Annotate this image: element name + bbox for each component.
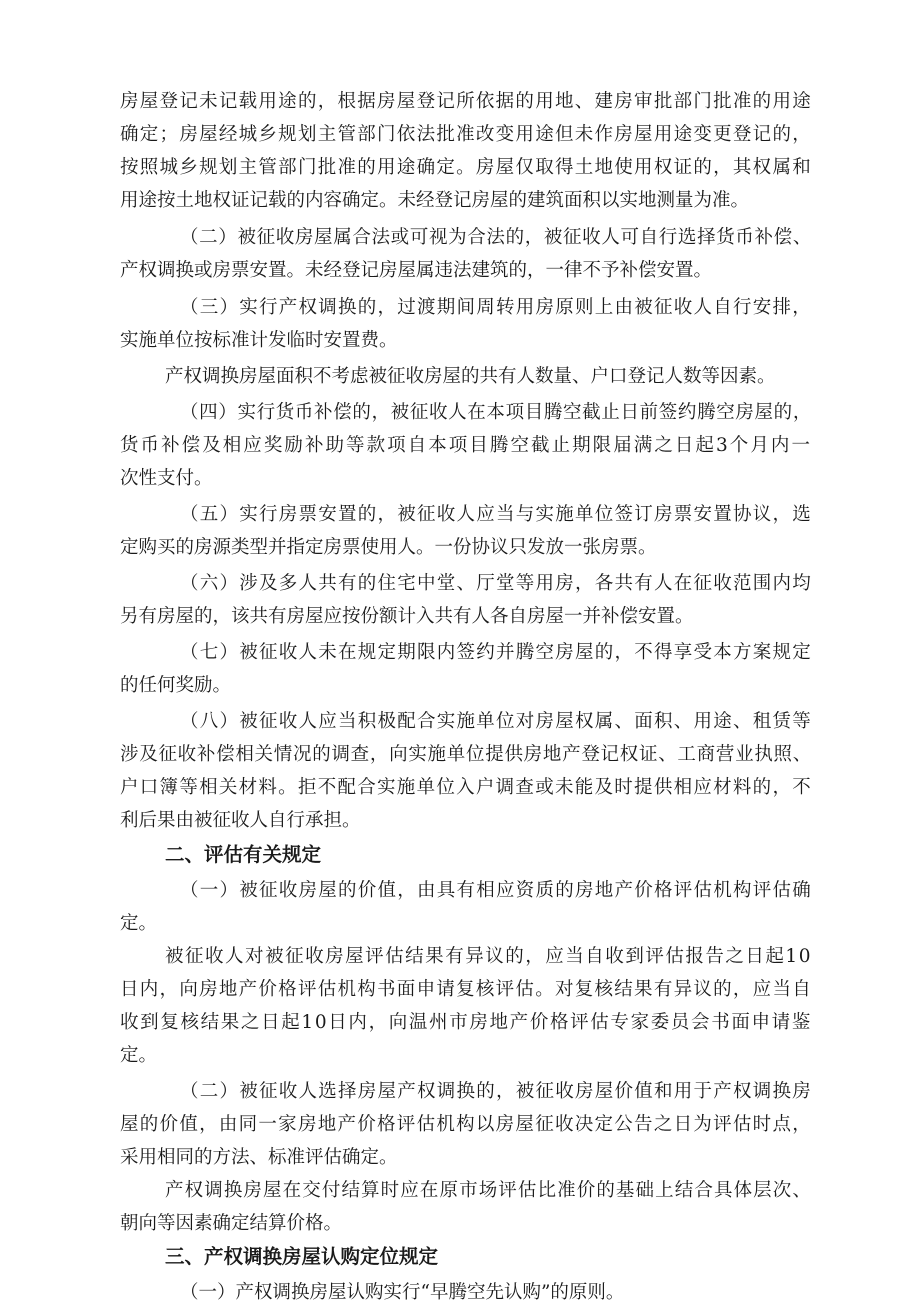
line-text: 定购买的房源类型并指定房票使用人。一份协议只发放一张房票。 [120,537,657,558]
line-text: 日内，向房地产价格评估机构书面申请复核评估。对复核结果有异议的，应当自 [120,979,812,1000]
line-text: 二、评估有关规定 [165,843,322,866]
line-text: 货币补偿及相应奖励补助等款项自本项目腾空截止期限届满之日起3个月内一 [120,435,812,456]
paragraph-line [120,429,920,463]
line-text: （一）产权调换房屋认购实行“早腾空先认购”的原则。 [180,1282,625,1301]
line-text: 采用相同的方法、标准评估确定。 [120,1147,398,1168]
paragraph-line [180,874,920,908]
line-text: 涉及征收补偿相关情况的调查，向实施单位提供房地产登记权证、工商营业执照、 [120,744,812,765]
line-text: 屋的价值，由同一家房地产价格评估机构以房屋征收决定公告之日为评估时点， [120,1114,812,1135]
line-text: 三、产权调换房屋认购定位规定 [165,1245,439,1268]
section-heading [165,838,920,872]
line-text: 产权调换房屋在交付结算时应在原市场评估比准价的基础上结合具体层次、 [165,1180,812,1201]
paragraph-line [120,907,920,941]
line-text: （六）涉及多人共有的住宅中堂、厅堂等用房，各共有人在征收范围内均 [180,573,812,594]
paragraph-line [165,360,920,394]
paragraph-line [120,118,920,152]
paragraph-line [165,1174,920,1208]
line-text: 按照城乡规划主管部门批准的用途确定。房屋仅取得土地使用权证的，其权属和 [120,157,812,178]
paragraph-line [180,567,920,601]
paragraph-line [120,184,920,218]
line-text: 定。 [120,1045,158,1066]
paragraph-line [180,705,920,739]
paragraph-line [120,771,920,805]
line-text: 产权调换或房票安置。未经登记房屋属违法建筑的，一律不予补偿安置。 [120,260,713,281]
line-text: （七）被征收人未在规定期限内签约并腾空房屋的，不得享受本方案规定 [180,642,812,663]
paragraph-line [180,396,920,430]
paragraph-line [120,151,920,185]
line-text: 户口簿等相关材料。拒不配合实施单位入户调查或未能及时提供相应材料的，不 [120,777,812,798]
line-text: 朝向等因素确定结算价格。 [120,1213,343,1234]
line-text: 定。 [120,913,158,934]
paragraph-line [120,1006,920,1040]
paragraph-line [180,221,920,255]
paragraph-line [120,1108,920,1142]
paragraph-line [120,462,920,496]
line-text: 产权调换房屋面积不考虑被征收房屋的共有人数量、户口登记人数等因素。 [165,366,776,387]
line-text: 房屋登记未记载用途的，根据房屋登记所依据的用地、建房审批部门批准的用途 [120,91,812,112]
paragraph-line [180,291,920,325]
line-text: 用途按土地权证记载的内容确定。未经登记房屋的建筑面积以实地测量为准。 [120,190,750,211]
line-text: 收到复核结果之日起10日内，向温州市房地产价格评估专家委员会书面申请鉴 [120,1012,812,1033]
paragraph-line [120,804,920,838]
paragraph-line [180,1075,920,1109]
paragraph-line [120,973,920,1007]
line-text: （八）被征收人应当积极配合实施单位对房屋权属、面积、用途、租赁等 [180,711,812,732]
paragraph-line [120,1039,920,1073]
line-text: 的任何奖励。 [120,675,232,696]
line-text: （二）被征收人选择房屋产权调换的，被征收房屋价值和用于产权调换房 [180,1081,812,1102]
paragraph-line [165,940,920,974]
paragraph-line [120,669,920,703]
paragraph-line [120,324,920,358]
section-heading [165,1240,920,1274]
paragraph-line [120,85,920,119]
paragraph-line [120,254,920,288]
line-text: 次性支付。 [120,468,213,489]
line-text: 实施单位按标准计发临时安置费。 [120,330,398,351]
line-text: 另有房屋的，该共有房屋应按份额计入共有人各自房屋一并补偿安置。 [120,606,694,627]
paragraph-line [180,1276,920,1301]
line-text: 利后果由被征收人自行承担。 [120,810,361,831]
paragraph-line [180,636,920,670]
line-text: （四）实行货币补偿的，被征收人在本项目腾空截止日前签约腾空房屋的， [180,402,812,423]
paragraph-line [120,738,920,772]
line-text: （一）被征收房屋的价值，由具有相应资质的房地产价格评估机构评估确 [180,880,812,901]
line-text: 被征收人对被征收房屋评估结果有异议的，应当自收到评估报告之日起10 [165,946,812,967]
paragraph-line [120,1207,920,1241]
line-text: （三）实行产权调换的，过渡期间周转用房原则上由被征收人自行安排， [180,297,812,318]
line-text: （五）实行房票安置的，被征收人应当与实施单位签订房票安置协议，选 [180,504,812,525]
line-text: （二）被征收房屋属合法或可视为合法的，被征收人可自行选择货币补偿、 [180,227,812,248]
paragraph-line [120,531,920,565]
line-text: 确定；房屋经城乡规划主管部门依法批准改变用途但未作房屋用途变更登记的， [120,124,812,145]
paragraph-line [120,1141,920,1175]
paragraph-line [180,498,920,532]
paragraph-line [120,600,920,634]
